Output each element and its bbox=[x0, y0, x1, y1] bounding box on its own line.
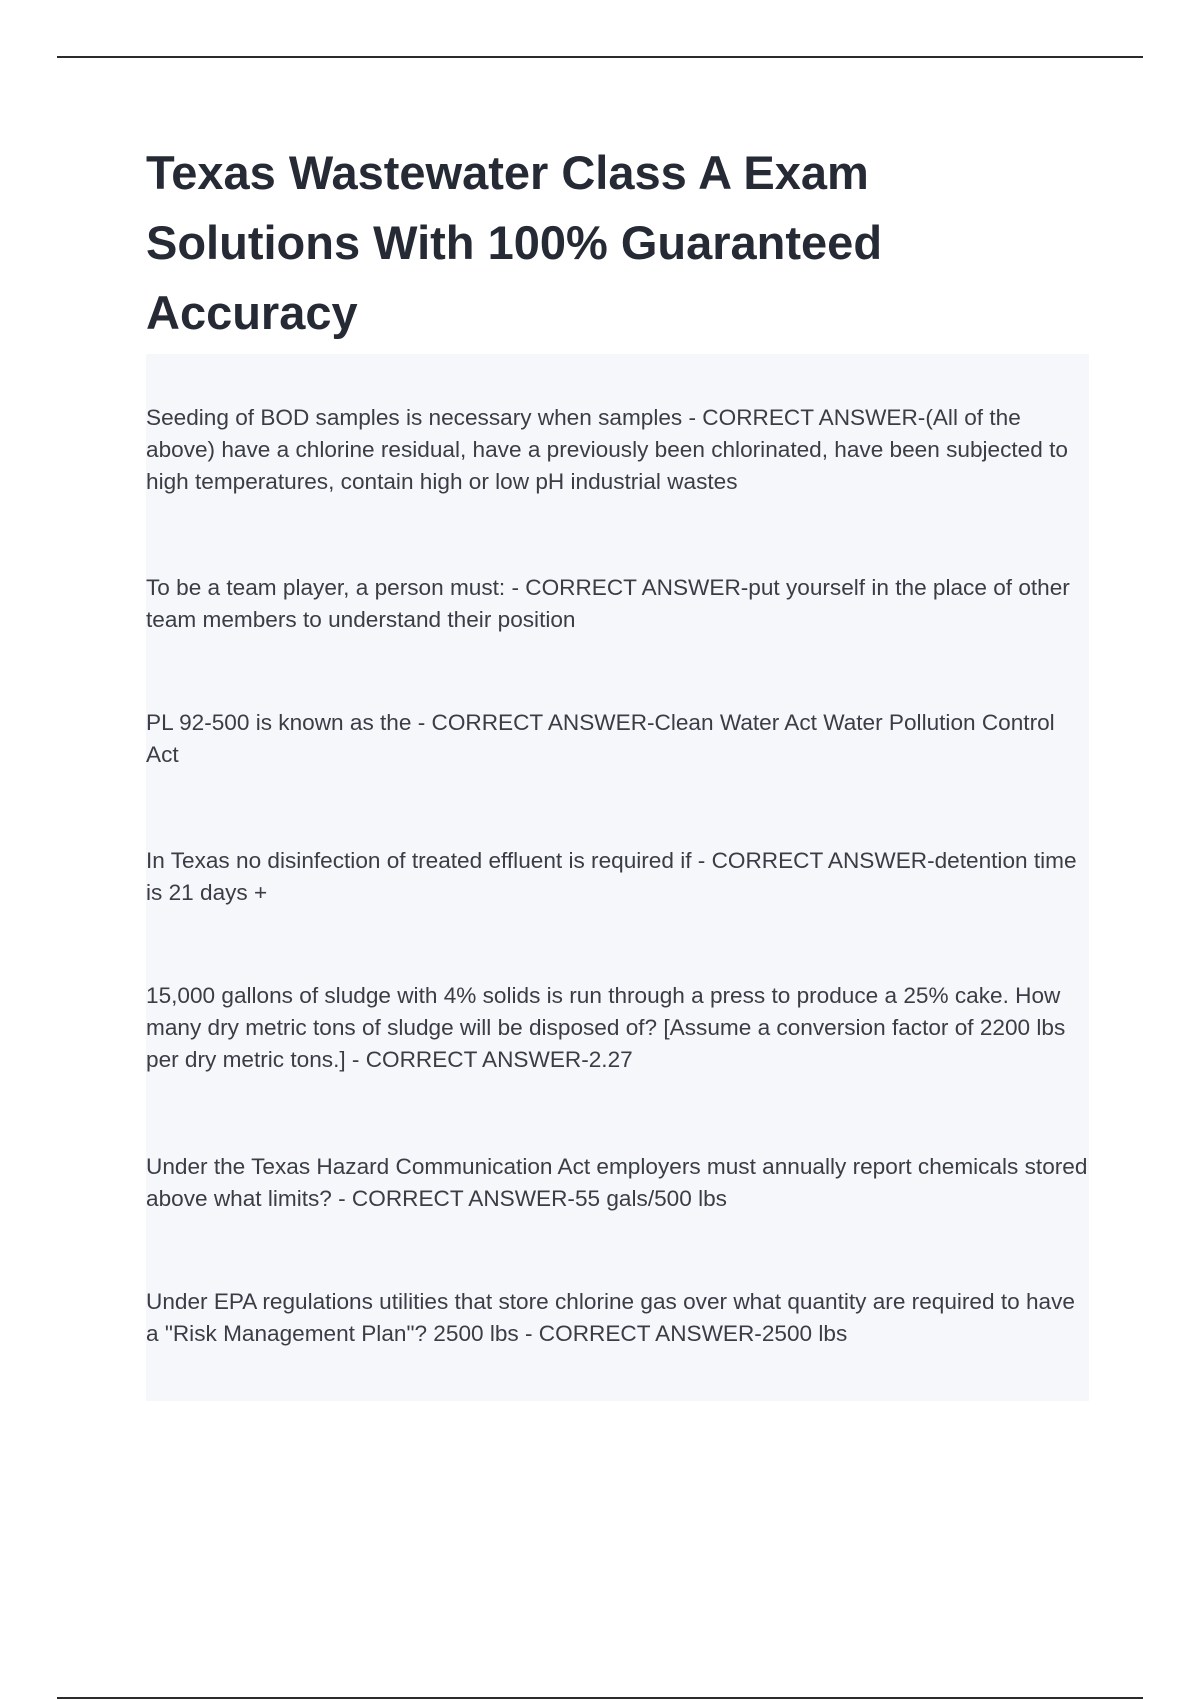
qa-item: Under the Texas Hazard Communication Act employers must annually report chemicals stored above what limits? - CORRECT ANSWER-55 gals/500 lbs bbox=[146, 1154, 1088, 1211]
qa-item: PL 92-500 is known as the - CORRECT ANSWER-Clean Water Act Water Pollution Control Act bbox=[146, 710, 1055, 767]
bottom-rule bbox=[57, 1697, 1143, 1699]
qa-item: Seeding of BOD samples is necessary when samples - CORRECT ANSWER-(All of the above) have a chlorine residual, have a previously been chlorinated, have been subjected to high temperatures, contain high or low pH industrial wastes bbox=[146, 405, 1068, 494]
qa-panel bbox=[146, 354, 1089, 1401]
qa-item: Under EPA regulations utilities that store chlorine gas over what quantity are required to have a "Risk Management Plan"? 2500 lbs - CORRECT ANSWER-2500 lbs bbox=[146, 1289, 1075, 1346]
qa-item: In Texas no disinfection of treated effluent is required if - CORRECT ANSWER-detention time is 21 days + bbox=[146, 848, 1077, 905]
top-rule bbox=[57, 56, 1143, 58]
qa-item: 15,000 gallons of sludge with 4% solids is run through a press to produce a 25% cake. How many dry metric tons of sludge will be disposed of? [Assume a conversion factor of 2200 lbs per dry metric tons.] - CORRECT ANSWER-2.27 bbox=[146, 983, 1066, 1072]
qa-item: To be a team player, a person must: - CORRECT ANSWER-put yourself in the place of other team members to understand their position bbox=[146, 575, 1070, 632]
document-title: Texas Wastewater Class A Exam Solutions With 100% Guaranteed Accuracy bbox=[146, 146, 883, 339]
